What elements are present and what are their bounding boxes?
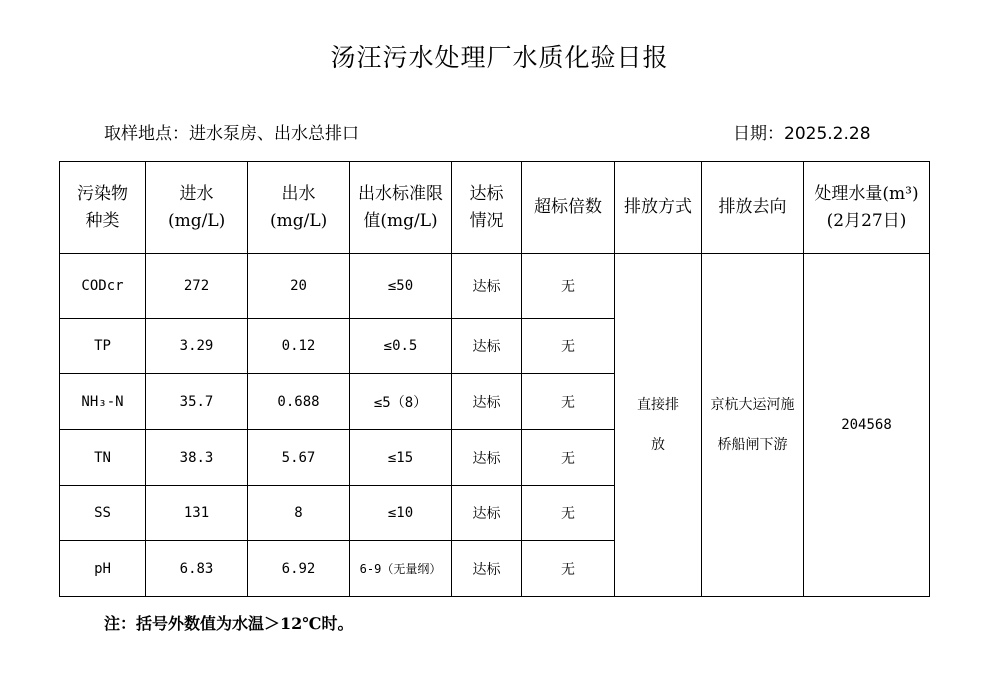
treatment-volume: 204568 [804,254,930,597]
row-outflow: 0.688 [248,374,350,430]
header-pollutant: 污染物种类 [60,162,146,254]
row-status: 达标 [452,319,522,374]
discharge-destination: 京杭大运河施桥船闸下游 [702,254,804,597]
row-outflow: 8 [248,486,350,541]
row-inflow: 272 [146,254,248,319]
report-date: 日期：2025.2.28 [733,124,871,144]
footnote: 注：括号外数值为水温＞12℃时。 [104,614,354,633]
header-status: 达标情况 [452,162,522,254]
row-limit: ≤15 [350,430,452,486]
report-title: 汤汪污水处理厂水质化验日报 [330,43,669,72]
row-status: 达标 [452,541,522,597]
row-exceed: 无 [522,374,615,430]
row-limit: ≤5（8） [350,374,452,430]
row-exceed: 无 [522,430,615,486]
row-inflow: 35.7 [146,374,248,430]
discharge-method: 直接排放 [615,254,702,597]
row-exceed: 无 [522,254,615,319]
header-row [60,162,930,254]
row-outflow: 20 [248,254,350,319]
row-param: NH₃-N [60,374,146,430]
row-limit: ≤10 [350,486,452,541]
header-limit: 出水标准限值(mg/L) [350,162,452,254]
row-outflow: 6.92 [248,541,350,597]
row-param: pH [60,541,146,597]
row-limit: 6-9（无量纲） [350,541,452,597]
header-inflow: 进水(mg/L) [146,162,248,254]
header-discharge-destination: 排放去向 [702,162,804,254]
table-row [60,254,930,319]
header-exceed: 超标倍数 [522,162,615,254]
header-volume: 处理水量(m³)(2月27日) [804,162,930,254]
row-exceed: 无 [522,486,615,541]
row-inflow: 38.3 [146,430,248,486]
water-quality-table [59,161,930,597]
row-inflow: 6.83 [146,541,248,597]
row-limit: ≤0.5 [350,319,452,374]
row-status: 达标 [452,374,522,430]
header-discharge-method: 排放方式 [615,162,702,254]
row-status: 达标 [452,486,522,541]
row-status: 达标 [452,254,522,319]
row-outflow: 0.12 [248,319,350,374]
sampling-location: 取样地点：进水泵房、出水总排口 [104,124,359,144]
header-outflow: 出水(mg/L) [248,162,350,254]
row-param: CODcr [60,254,146,319]
row-status: 达标 [452,430,522,486]
row-param: TN [60,430,146,486]
row-outflow: 5.67 [248,430,350,486]
row-inflow: 131 [146,486,248,541]
row-limit: ≤50 [350,254,452,319]
row-exceed: 无 [522,319,615,374]
row-exceed: 无 [522,541,615,597]
row-param: TP [60,319,146,374]
row-inflow: 3.29 [146,319,248,374]
row-param: SS [60,486,146,541]
